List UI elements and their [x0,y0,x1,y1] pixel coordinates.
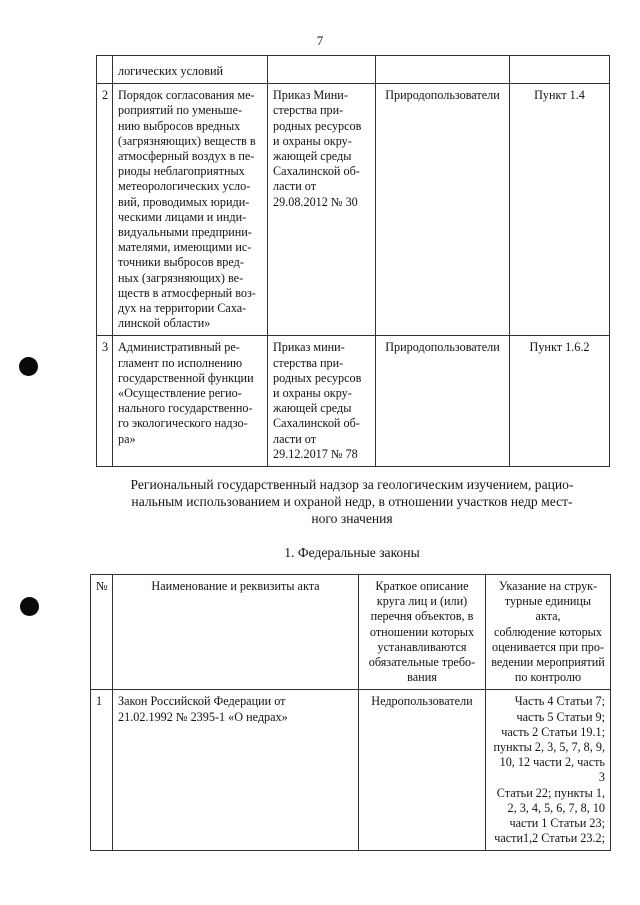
act-point: Пункт 1.4 [510,84,610,336]
federal-laws-table [90,574,611,851]
header-act-name: Наименование и реквизиты акта [113,575,359,690]
subjects: Природопользователи [376,336,510,467]
act-name: Административный ре- гламент по исполнению государственной функции «Осуществление регио- нального государственно- го экологического надзо- ра» [113,336,268,467]
row-number: 3 [97,336,113,467]
table-row [97,336,610,467]
act-reference: Приказ Мини- стерства при- родных ресурсов и охраны окру- жающей среды Сахалинской об- ласти от 29.08.2012 № 30 [268,84,376,336]
section-heading: Региональный государственный надзор за геологическим изучением, рацио- нальным использованием и охраной недр, в отношении участков недр мест- ного значения [130,477,574,526]
act-name: логических условий [113,56,268,84]
row-number [97,56,113,84]
subjects [376,56,510,84]
table-row [97,56,610,84]
description: Недропользователи [359,690,486,851]
table-row [97,84,610,336]
punch-hole [19,357,38,376]
act-reference: Приказ мини- стерства при- родных ресурсов и охраны окру- жающей среды Сахалинской об- ласти от 29.12.2017 № 78 [268,336,376,467]
header-number: № [91,575,113,690]
act-point [510,56,610,84]
structural-units: Часть 4 Статьи 7; часть 5 Статьи 9; часть 2 Статьи 19.1; пункты 2, 3, 5, 7, 8, 9, 10, 12 части 2, часть 3 Статьи 22; пункты 1, 2, 3, 4, 5, 6, 7, 8, 10 части 1 Статьи 23; части1,2 Статьи 23.2; [486,690,611,851]
header-description: Краткое описание круга лиц и (или) перечня объектов, в отношении которых устанавливаются обязательные требо- вания [359,575,486,690]
continuation-table [96,55,610,467]
subjects: Природопользователи [376,84,510,336]
page-number: 7 [316,33,324,48]
act-name: Закон Российской Федерации от 21.02.1992 № 2395-1 «О недрах» [113,690,359,851]
act-point: Пункт 1.6.2 [510,336,610,467]
punch-hole [20,597,39,616]
table-header-row [91,575,611,690]
table-row [91,690,611,851]
header-structural-units: Указание на струк- турные единицы акта, соблюдение которых оценивается при про- ведении мероприятий по контролю [486,575,611,690]
act-name: Порядок согласования ме- роприятий по уменьше- нию выбросов вредных (загрязняющих) веществ в атмосферный воздух в пе- риоды неблагоприятных метеорологических усло- вий, проводимых юриди- ческими лицами и инди- видуальными предприни- мателями, имеющими ис- точники выбросов вред- ных (загрязняющих) ве- ществ в атмосферный воз- дух на территории Саха- линской области» [113,84,268,336]
row-number: 1 [91,690,113,851]
row-number: 2 [97,84,113,336]
act-reference [268,56,376,84]
subsection-heading: 1. Федеральные законы [284,545,420,560]
